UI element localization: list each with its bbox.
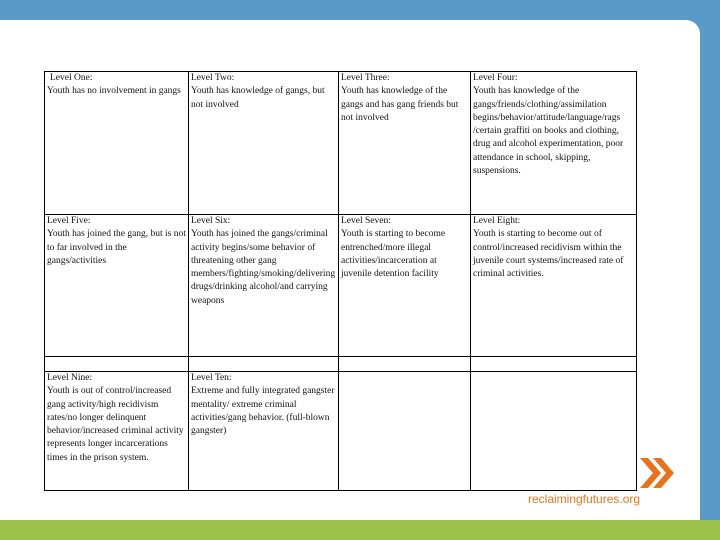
level-title: Level Ten: xyxy=(191,373,232,383)
level-description: Extreme and fully integrated gangster mentality/ extreme criminal activities/gang behavior. (full-blown gangster) xyxy=(191,386,335,437)
level-eight-cell xyxy=(471,215,637,357)
level-four-cell xyxy=(471,72,637,215)
table-row xyxy=(45,357,637,372)
table-row xyxy=(45,72,637,215)
level-six-cell xyxy=(189,215,339,357)
empty-cell xyxy=(471,372,637,491)
level-five-cell xyxy=(45,215,189,357)
level-title: Level Five: xyxy=(47,216,91,226)
gang-involvement-levels-table xyxy=(44,71,637,491)
empty-cell xyxy=(339,372,471,491)
empty-cell xyxy=(45,357,189,372)
level-description: Youth has knowledge of gangs, but not involved xyxy=(191,86,325,110)
level-description: Youth has no involvement in gangs xyxy=(47,86,181,97)
level-description: Youth has joined the gang, but is not to far involved in the gangs/activities xyxy=(47,229,186,266)
table-row xyxy=(45,215,637,357)
double-chevron-right-icon xyxy=(636,450,680,496)
level-description: Youth is starting to become out of control/increased recidivism within the juvenile court systems/increased rate of criminal activities. xyxy=(473,229,624,280)
bottom-accent-bar xyxy=(0,520,720,540)
empty-cell xyxy=(339,357,471,372)
level-description: Youth has joined the gangs/criminal activity begins/some behavior of threatening other gang members/fighting/smoking/delivering drugs/drinking alcohol/and carrying weapons xyxy=(191,229,336,306)
slide xyxy=(0,20,700,520)
level-title: Level One: xyxy=(50,73,93,83)
level-ten-cell xyxy=(189,372,339,491)
level-title: Level Six: xyxy=(191,216,231,226)
level-title: Level Eight: xyxy=(473,216,521,226)
level-one-cell xyxy=(45,72,189,215)
empty-cell xyxy=(189,357,339,372)
footer-website-link[interactable]: reclaimingfutures.org xyxy=(528,492,641,506)
level-three-cell xyxy=(339,72,471,215)
level-title: Level Four: xyxy=(473,73,518,83)
level-seven-cell xyxy=(339,215,471,357)
level-description: Youth has knowledge of the gangs/friends/clothing/assimilation begins/behavior/attitude/language/rags /certain graffiti on books and clothing, drug and alcohol experimentation, poor attendance in school, skipping, suspensions. xyxy=(473,86,624,177)
level-two-cell xyxy=(189,72,339,215)
level-title: Level Two: xyxy=(191,73,235,83)
level-description: Youth is out of control/increased gang activity/high recidivism rates/no longer delinquent behavior/increased criminal activity represents longer incarcerations times in the prison system. xyxy=(47,386,184,463)
level-nine-cell xyxy=(45,372,189,491)
level-description: Youth is starting to become entrenched/more illegal activities/incarceration at juvenile detention facility xyxy=(341,229,446,280)
level-title: Level Nine: xyxy=(47,373,93,383)
empty-cell xyxy=(471,357,637,372)
table-row xyxy=(45,372,637,491)
level-title: Level Three: xyxy=(341,73,390,83)
level-description: Youth has knowledge of the gangs and has gang friends but not involved xyxy=(341,86,459,123)
level-title: Level Seven: xyxy=(341,216,391,226)
